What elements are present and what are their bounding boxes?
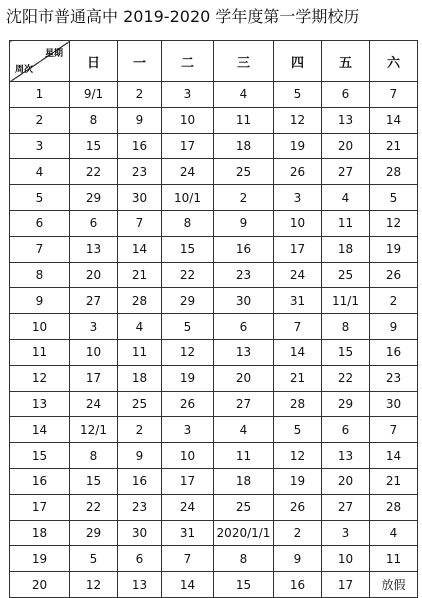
date-cell: 6 xyxy=(118,546,162,572)
weekday-header-sat: 六 xyxy=(370,41,418,82)
date-cell: 30 xyxy=(118,185,162,211)
corner-header-cell xyxy=(10,41,70,82)
date-cell: 31 xyxy=(162,520,214,546)
week-number-cell: 3 xyxy=(10,133,70,159)
date-cell: 12 xyxy=(70,572,118,598)
date-cell: 26 xyxy=(274,159,322,185)
table-row xyxy=(10,236,418,262)
week-number-cell: 14 xyxy=(10,417,70,443)
date-cell: 22 xyxy=(70,159,118,185)
table-row xyxy=(10,133,418,159)
date-cell: 5 xyxy=(274,82,322,108)
date-cell: 2 xyxy=(370,288,418,314)
week-number-cell: 4 xyxy=(10,159,70,185)
date-cell: 3 xyxy=(162,417,214,443)
table-row xyxy=(10,417,418,443)
date-cell: 5 xyxy=(70,546,118,572)
date-cell: 24 xyxy=(162,494,214,520)
weekday-header-fri: 五 xyxy=(322,41,370,82)
date-cell: 26 xyxy=(370,262,418,288)
date-cell: 14 xyxy=(118,236,162,262)
date-cell: 7 xyxy=(370,82,418,108)
date-cell: 5 xyxy=(274,417,322,443)
date-cell: 28 xyxy=(118,288,162,314)
date-cell: 17 xyxy=(162,133,214,159)
date-cell: 23 xyxy=(118,159,162,185)
week-number-cell: 10 xyxy=(10,314,70,340)
date-cell: 11 xyxy=(214,443,274,469)
date-cell: 27 xyxy=(70,288,118,314)
date-cell: 29 xyxy=(322,391,370,417)
week-number-cell: 19 xyxy=(10,546,70,572)
date-cell: 4 xyxy=(118,314,162,340)
date-cell: 21 xyxy=(118,262,162,288)
week-number-cell: 6 xyxy=(10,210,70,236)
date-cell: 放假 xyxy=(370,572,418,598)
date-cell: 15 xyxy=(322,339,370,365)
table-row xyxy=(10,107,418,133)
date-cell: 25 xyxy=(322,262,370,288)
date-cell: 14 xyxy=(370,107,418,133)
table-row xyxy=(10,443,418,469)
date-cell: 9 xyxy=(214,210,274,236)
week-number-cell: 8 xyxy=(10,262,70,288)
date-cell: 17 xyxy=(274,236,322,262)
date-cell: 21 xyxy=(370,468,418,494)
date-cell: 27 xyxy=(214,391,274,417)
date-cell: 2 xyxy=(214,185,274,211)
weekday-header-mon: 一 xyxy=(118,41,162,82)
date-cell: 2 xyxy=(118,417,162,443)
week-number-cell: 20 xyxy=(10,572,70,598)
date-cell: 8 xyxy=(70,107,118,133)
date-cell: 29 xyxy=(70,185,118,211)
date-cell: 11 xyxy=(322,210,370,236)
date-cell: 12/1 xyxy=(70,417,118,443)
date-cell: 25 xyxy=(214,494,274,520)
date-cell: 13 xyxy=(322,443,370,469)
date-cell: 28 xyxy=(370,494,418,520)
calendar-body xyxy=(10,82,418,598)
date-cell: 10 xyxy=(162,443,214,469)
date-cell: 23 xyxy=(118,494,162,520)
date-cell: 9/1 xyxy=(70,82,118,108)
date-cell: 16 xyxy=(118,133,162,159)
date-cell: 9 xyxy=(370,314,418,340)
date-cell: 11 xyxy=(118,339,162,365)
weekday-header-thu: 四 xyxy=(274,41,322,82)
date-cell: 22 xyxy=(162,262,214,288)
date-cell: 19 xyxy=(274,133,322,159)
date-cell: 8 xyxy=(162,210,214,236)
date-cell: 18 xyxy=(214,133,274,159)
week-number-cell: 12 xyxy=(10,365,70,391)
date-cell: 27 xyxy=(322,159,370,185)
date-cell: 4 xyxy=(322,185,370,211)
table-row xyxy=(10,314,418,340)
date-cell: 13 xyxy=(322,107,370,133)
week-number-cell: 5 xyxy=(10,185,70,211)
date-cell: 10 xyxy=(162,107,214,133)
date-cell: 22 xyxy=(322,365,370,391)
date-cell: 15 xyxy=(214,572,274,598)
table-row xyxy=(10,159,418,185)
date-cell: 16 xyxy=(118,468,162,494)
date-cell: 14 xyxy=(370,443,418,469)
date-cell: 13 xyxy=(214,339,274,365)
date-cell: 13 xyxy=(70,236,118,262)
date-cell: 6 xyxy=(322,417,370,443)
date-cell: 9 xyxy=(274,546,322,572)
week-number-cell: 18 xyxy=(10,520,70,546)
week-number-cell: 9 xyxy=(10,288,70,314)
date-cell: 12 xyxy=(274,107,322,133)
date-cell: 15 xyxy=(70,133,118,159)
table-row xyxy=(10,288,418,314)
date-cell: 29 xyxy=(70,520,118,546)
date-cell: 17 xyxy=(162,468,214,494)
date-cell: 18 xyxy=(118,365,162,391)
date-cell: 25 xyxy=(214,159,274,185)
date-cell: 10 xyxy=(70,339,118,365)
date-cell: 19 xyxy=(274,468,322,494)
date-cell: 3 xyxy=(70,314,118,340)
weekday-header-sun: 日 xyxy=(70,41,118,82)
date-cell: 20 xyxy=(322,133,370,159)
week-number-cell: 11 xyxy=(10,339,70,365)
date-cell: 23 xyxy=(214,262,274,288)
date-cell: 16 xyxy=(370,339,418,365)
date-cell: 4 xyxy=(214,82,274,108)
date-cell: 6 xyxy=(214,314,274,340)
date-cell: 30 xyxy=(214,288,274,314)
date-cell: 24 xyxy=(70,391,118,417)
table-row xyxy=(10,339,418,365)
week-number-corner-label: 周次 xyxy=(15,65,34,75)
date-cell: 2 xyxy=(118,82,162,108)
date-cell: 11 xyxy=(370,546,418,572)
date-cell: 3 xyxy=(274,185,322,211)
date-cell: 25 xyxy=(118,391,162,417)
table-row xyxy=(10,391,418,417)
weekday-corner-label: 星期 xyxy=(44,49,63,59)
date-cell: 15 xyxy=(162,236,214,262)
date-cell: 31 xyxy=(274,288,322,314)
date-cell: 10 xyxy=(322,546,370,572)
date-cell: 15 xyxy=(70,468,118,494)
page-title: 沈阳市普通高中 2019-2020 学年度第一学期校历 xyxy=(6,7,360,26)
week-number-cell: 15 xyxy=(10,443,70,469)
date-cell: 20 xyxy=(214,365,274,391)
table-row xyxy=(10,468,418,494)
date-cell: 18 xyxy=(214,468,274,494)
date-cell: 14 xyxy=(274,339,322,365)
date-cell: 13 xyxy=(118,572,162,598)
date-cell: 3 xyxy=(162,82,214,108)
table-row xyxy=(10,494,418,520)
date-cell: 5 xyxy=(370,185,418,211)
date-cell: 7 xyxy=(118,210,162,236)
date-cell: 19 xyxy=(370,236,418,262)
date-cell: 20 xyxy=(322,468,370,494)
date-cell: 29 xyxy=(162,288,214,314)
date-cell: 20 xyxy=(70,262,118,288)
date-cell: 30 xyxy=(118,520,162,546)
week-number-cell: 16 xyxy=(10,468,70,494)
date-cell: 30 xyxy=(370,391,418,417)
table-row xyxy=(10,210,418,236)
date-cell: 6 xyxy=(70,210,118,236)
date-cell: 16 xyxy=(214,236,274,262)
date-cell: 24 xyxy=(274,262,322,288)
weekday-header-tue: 二 xyxy=(162,41,214,82)
date-cell: 10 xyxy=(274,210,322,236)
date-cell: 4 xyxy=(370,520,418,546)
week-number-cell: 13 xyxy=(10,391,70,417)
date-cell: 8 xyxy=(214,546,274,572)
table-row xyxy=(10,262,418,288)
date-cell: 9 xyxy=(118,443,162,469)
date-cell: 12 xyxy=(274,443,322,469)
date-cell: 19 xyxy=(162,365,214,391)
date-cell: 27 xyxy=(322,494,370,520)
date-cell: 2020/1/1 xyxy=(214,520,274,546)
date-cell: 7 xyxy=(370,417,418,443)
table-row xyxy=(10,185,418,211)
date-cell: 21 xyxy=(274,365,322,391)
date-cell: 26 xyxy=(274,494,322,520)
date-cell: 2 xyxy=(274,520,322,546)
table-row xyxy=(10,572,418,598)
date-cell: 7 xyxy=(162,546,214,572)
date-cell: 7 xyxy=(274,314,322,340)
date-cell: 18 xyxy=(322,236,370,262)
date-cell: 17 xyxy=(70,365,118,391)
week-number-cell: 2 xyxy=(10,107,70,133)
date-cell: 28 xyxy=(274,391,322,417)
date-cell: 10/1 xyxy=(162,185,214,211)
date-cell: 11 xyxy=(214,107,274,133)
date-cell: 11/1 xyxy=(322,288,370,314)
date-cell: 12 xyxy=(162,339,214,365)
date-cell: 14 xyxy=(162,572,214,598)
date-cell: 4 xyxy=(214,417,274,443)
date-cell: 23 xyxy=(370,365,418,391)
date-cell: 5 xyxy=(162,314,214,340)
date-cell: 8 xyxy=(70,443,118,469)
date-cell: 8 xyxy=(322,314,370,340)
date-cell: 21 xyxy=(370,133,418,159)
week-number-cell: 7 xyxy=(10,236,70,262)
date-cell: 12 xyxy=(370,210,418,236)
date-cell: 22 xyxy=(70,494,118,520)
date-cell: 26 xyxy=(162,391,214,417)
weekday-header-wed: 三 xyxy=(214,41,274,82)
header-row xyxy=(10,41,418,82)
table-row xyxy=(10,520,418,546)
table-row xyxy=(10,365,418,391)
date-cell: 24 xyxy=(162,159,214,185)
week-number-cell: 1 xyxy=(10,82,70,108)
date-cell: 6 xyxy=(322,82,370,108)
date-cell: 28 xyxy=(370,159,418,185)
date-cell: 16 xyxy=(274,572,322,598)
date-cell: 9 xyxy=(118,107,162,133)
date-cell: 3 xyxy=(322,520,370,546)
school-calendar-table xyxy=(9,40,418,598)
table-row xyxy=(10,82,418,108)
week-number-cell: 17 xyxy=(10,494,70,520)
date-cell: 17 xyxy=(322,572,370,598)
table-row xyxy=(10,546,418,572)
